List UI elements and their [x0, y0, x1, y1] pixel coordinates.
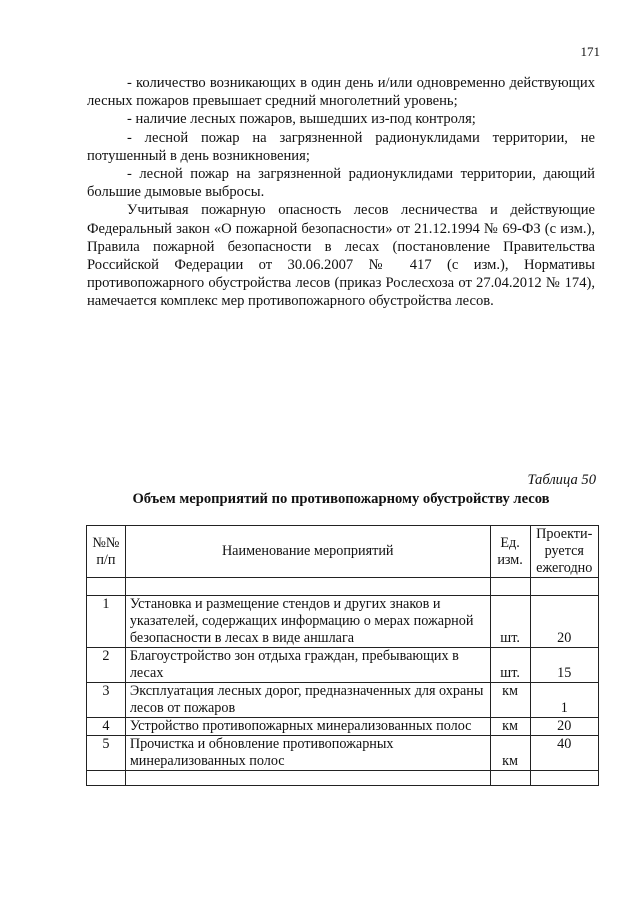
table-label: Таблица 50: [527, 472, 596, 488]
row-value: 40: [530, 736, 599, 771]
row-unit: км: [490, 683, 530, 718]
row-value: 15: [530, 648, 599, 683]
row-number: 1: [87, 596, 126, 648]
header-name: Наименование мероприятий: [125, 526, 490, 578]
header-value: Проекти-руется ежегодно: [530, 526, 599, 578]
row-name: Эксплуатация лесных дорог, предназначенных для охраны лесов от пожаров: [125, 683, 490, 718]
paragraph-measures-intro: Учитывая пожарную опасность лесов лесничества и действующие Федеральный закон «О пожарной безопасности» от 21.12.1994 № 69-ФЗ (с изм.), Правила пожарной безопасности в лесах (постановление Правительства Российской Федерации от 30.06.2007 № 417 (с изм.), Нормативы противопожарного обустройства лесов (приказ Рослесхоза от 27.04.2012 № 174), намечается комплекс мер противопожарного обустройства лесов.: [87, 202, 595, 310]
paragraph-item-2: - наличие лесных пожаров, вышедших из-под контроля;: [127, 111, 476, 128]
table-end-row: [87, 771, 599, 786]
row-number: 2: [87, 648, 126, 683]
row-number: 3: [87, 683, 126, 718]
row-name: Прочистка и обновление противопожарных минерализованных полос: [125, 736, 490, 771]
measures-table: [86, 525, 599, 786]
table-row: [87, 736, 599, 771]
paragraph-item-3: - лесной пожар на загрязненной радионуклидами территории, не потушенный в день возникновения;: [87, 129, 595, 164]
row-unit: шт.: [490, 648, 530, 683]
table-row: [87, 648, 599, 683]
body-text: [87, 74, 595, 311]
table-row: [87, 718, 599, 736]
row-value: 1: [530, 683, 599, 718]
row-name: Благоустройство зон отдыха граждан, пребывающих в лесах: [125, 648, 490, 683]
row-number: 4: [87, 718, 126, 736]
table-title: Объем мероприятий по противопожарному обустройству лесов: [132, 491, 550, 507]
row-unit: км: [490, 736, 530, 771]
table-row: [87, 683, 599, 718]
row-unit: шт.: [490, 596, 530, 648]
row-value: 20: [530, 596, 599, 648]
row-number: 5: [87, 736, 126, 771]
page-number: 171: [580, 44, 600, 59]
table-row: [87, 596, 599, 648]
row-name: Устройство противопожарных минерализованных полос: [125, 718, 490, 736]
row-unit: км: [490, 718, 530, 736]
table-header-row: [87, 526, 599, 578]
header-unit: Ед. изм.: [490, 526, 530, 578]
paragraph-item-4: - лесной пожар на загрязненной радионуклидами территории, дающий большие дымовые выбросы.: [87, 166, 595, 201]
paragraph-item-1: - количество возникающих в один день и/или одновременно действующих лесных пожаров превышает средний многолетний уровень;: [87, 75, 595, 110]
table-spacer-row: [87, 578, 599, 596]
row-name: Установка и размещение стендов и других знаков и указателей, содержащих информацию о мерах пожарной безопасности в лесах в виде аншлага: [125, 596, 490, 648]
row-value: 20: [530, 718, 599, 736]
header-number: №№ п/п: [87, 526, 126, 578]
